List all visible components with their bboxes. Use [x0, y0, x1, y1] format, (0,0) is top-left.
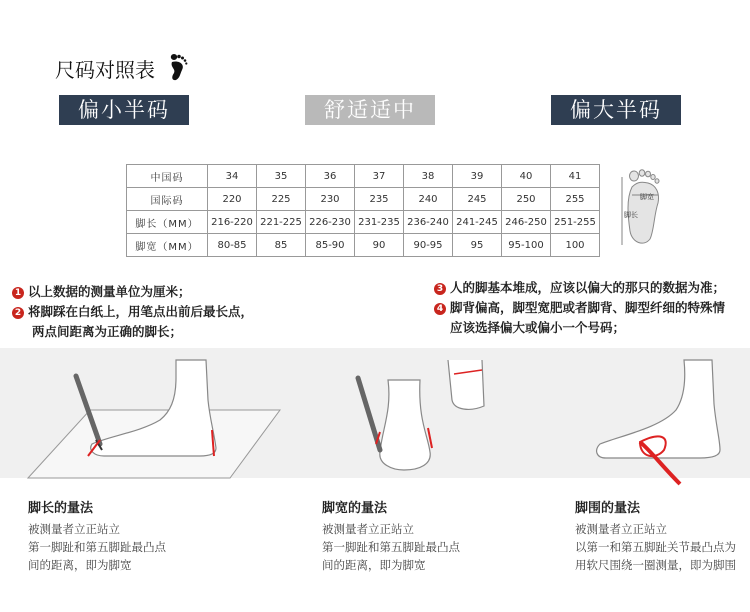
- table-cell: 250: [502, 188, 551, 211]
- note-item: [12, 302, 342, 322]
- note-text: 将脚踩在白纸上，用笔点出前后最长点，: [28, 304, 254, 319]
- note-text: 两点间距离为正确的脚长；: [32, 324, 183, 339]
- row-label: 脚宽（MM）: [127, 234, 208, 257]
- table-row: [127, 234, 600, 257]
- table-row: [127, 165, 600, 188]
- fit-label-small: 偏小半码: [59, 95, 189, 125]
- notes-right: [434, 278, 750, 338]
- table-cell: 236-240: [404, 211, 453, 234]
- foot-side-right: [597, 360, 720, 458]
- method-title: 脚宽的量法: [322, 501, 388, 516]
- note-number: 2: [12, 307, 24, 319]
- method-title: 脚围的量法: [575, 501, 641, 516]
- note-number: 1: [12, 287, 24, 299]
- table-cell: 35: [257, 165, 306, 188]
- method-line: 用软尺围绕一圈测量，即为脚围: [575, 558, 736, 572]
- table-cell: 241-245: [453, 211, 502, 234]
- note-item: [12, 282, 342, 302]
- table-cell: 95-100: [502, 234, 551, 257]
- table-cell: 37: [355, 165, 404, 188]
- table-cell: 85-90: [306, 234, 355, 257]
- table-cell: 225: [257, 188, 306, 211]
- table-cell: 85: [257, 234, 306, 257]
- table-cell: 34: [208, 165, 257, 188]
- leg-raised-middle: [448, 360, 484, 409]
- note-item: [434, 298, 750, 318]
- note-text: 以上数据的测量单位为厘米；: [28, 284, 191, 299]
- table-cell: 41: [551, 165, 600, 188]
- table-cell: 226-230: [306, 211, 355, 234]
- table-cell: 245: [453, 188, 502, 211]
- table-cell: 90: [355, 234, 404, 257]
- table-cell: 100: [551, 234, 600, 257]
- table-cell: 230: [306, 188, 355, 211]
- method-line: 被测量者立正站立: [28, 522, 120, 536]
- table-cell: 39: [453, 165, 502, 188]
- table-cell: 38: [404, 165, 453, 188]
- method-line: 第一脚趾和第五脚趾最凸点: [28, 540, 166, 554]
- method-line: 被测量者立正站立: [575, 522, 667, 536]
- table-cell: 235: [355, 188, 404, 211]
- foot-front-middle: [380, 380, 430, 470]
- table-cell: 221-225: [257, 211, 306, 234]
- note-item: [434, 318, 750, 338]
- table-cell: 231-235: [355, 211, 404, 234]
- method-title: 脚长的量法: [28, 501, 94, 516]
- row-label: 中国码: [127, 165, 208, 188]
- method-line: 被测量者立正站立: [322, 522, 414, 536]
- diagram-length-label: 脚长: [624, 211, 638, 219]
- method-width: [322, 497, 562, 574]
- size-table: [126, 164, 600, 257]
- table-cell: 240: [404, 188, 453, 211]
- footprint-icon: [166, 53, 188, 81]
- row-label: 国际码: [127, 188, 208, 211]
- method-length: [28, 497, 288, 574]
- note-number: 4: [434, 303, 446, 315]
- fit-label-normal: 舒适适中: [305, 95, 435, 125]
- table-cell: 220: [208, 188, 257, 211]
- note-item: [434, 278, 750, 298]
- method-girth: [575, 497, 750, 574]
- note-text: 脚背偏高，脚型宽肥或者脚背、脚型纤细的特殊情: [450, 300, 726, 315]
- table-cell: 255: [551, 188, 600, 211]
- page-title: 尺码对照表: [55, 58, 155, 82]
- method-line: 间的距离，即为脚宽: [28, 558, 132, 572]
- table-row: [127, 188, 600, 211]
- diagram-width-label: 脚宽: [640, 193, 654, 201]
- note-number: 3: [434, 283, 446, 295]
- measurement-illustrations: [0, 340, 750, 490]
- table-cell: 246-250: [502, 211, 551, 234]
- table-cell: 216-220: [208, 211, 257, 234]
- fit-label-big: 偏大半码: [551, 95, 681, 125]
- row-label: 脚长（MM）: [127, 211, 208, 234]
- method-line: 第一脚趾和第五脚趾最凸点: [322, 540, 460, 554]
- table-cell: 90-95: [404, 234, 453, 257]
- table-cell: 80-85: [208, 234, 257, 257]
- table-cell: 40: [502, 165, 551, 188]
- table-row: [127, 211, 600, 234]
- note-text: 人的脚基本堆成，应该以偏大的那只的数据为准；: [450, 280, 726, 295]
- note-item: [12, 322, 342, 342]
- table-cell: 251-255: [551, 211, 600, 234]
- table-cell: 95: [453, 234, 502, 257]
- table-cell: 36: [306, 165, 355, 188]
- foot-side-left: [91, 360, 216, 456]
- method-line: 间的距离，即为脚宽: [322, 558, 426, 572]
- method-line: 以第一和第五脚趾关节最凸点为: [575, 540, 736, 554]
- foot-outline-diagram: [614, 165, 672, 251]
- note-text: 应该选择偏大或偏小一个号码；: [450, 320, 626, 335]
- notes-left: [12, 282, 342, 342]
